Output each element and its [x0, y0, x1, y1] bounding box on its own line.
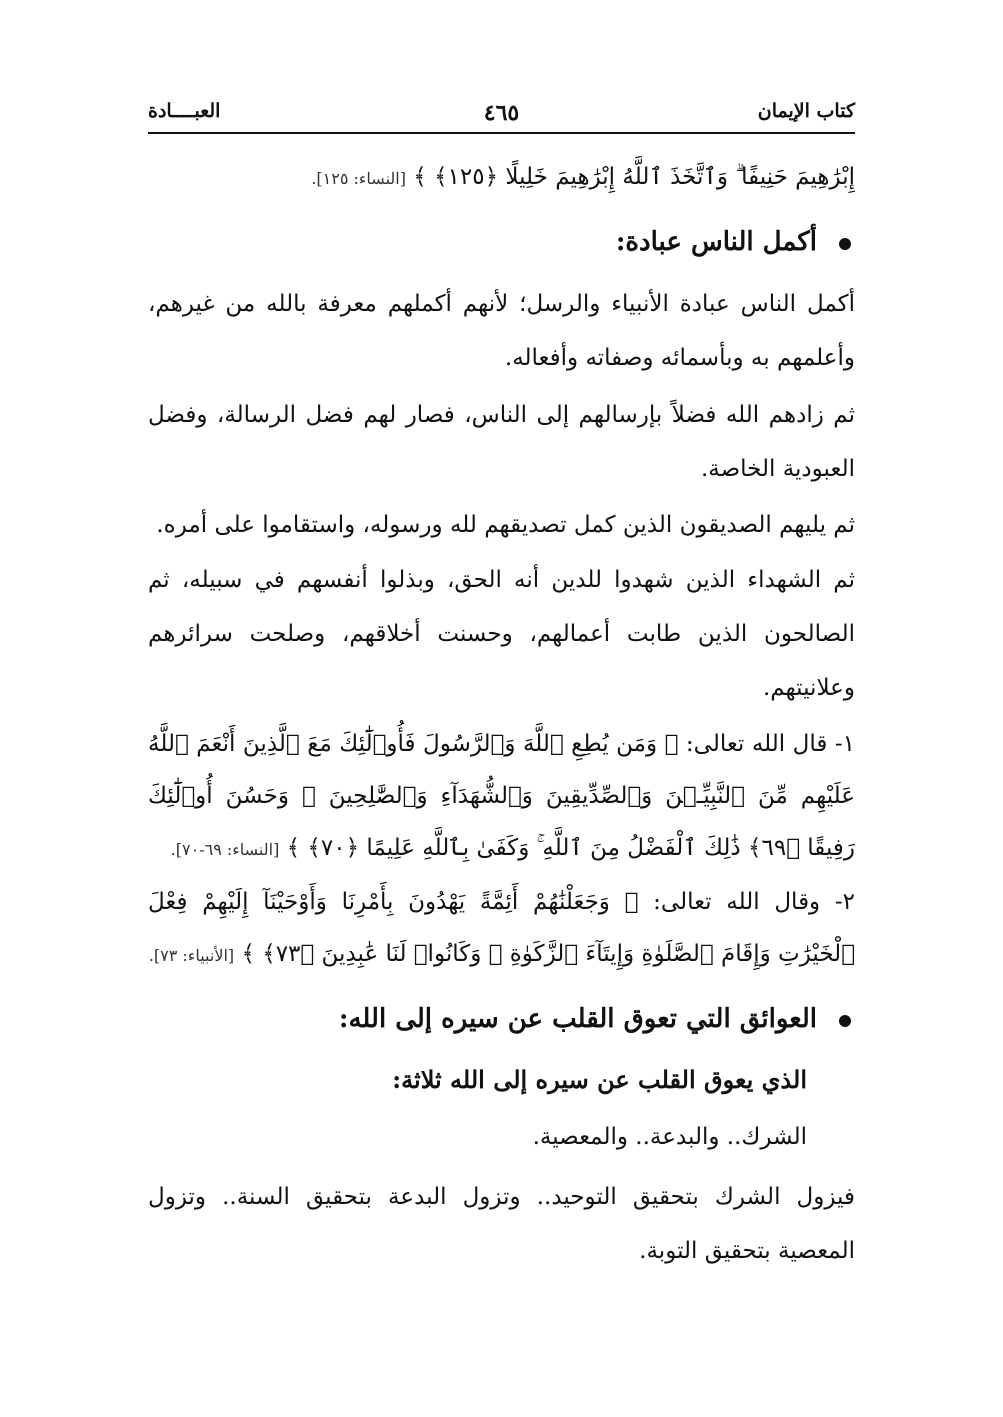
chapter-title: العبــــادة [148, 100, 221, 122]
obstacles-list [148, 1110, 855, 1164]
verse-reference: [النساء: ١٢٥]. [311, 169, 406, 188]
bullet-icon [839, 1015, 851, 1027]
paragraph-text: فيزول الشرك بتحقيق التوحيد.. وتزول البدعة بتحقيق السنة.. وتزول المعصية بتحقيق التوبة. [148, 1184, 855, 1264]
paragraph-text: ثم زادهم الله فضلاً بإرسالهم إلى الناس، فصار لهم فضل الرسالة، وفضل العبودية الخاصة. [148, 402, 855, 482]
obstacles-text: الشرك.. والبدعة.. والمعصية. [532, 1124, 807, 1150]
page-number: ٤٦٥ [483, 100, 520, 126]
item-intro: قال الله تعالى: [685, 731, 828, 757]
quran-verse: ﴿ وَمَن يُطِعِ ٱللَّهَ وَٱلرَّسُولَ فَأُو۟لَٰٓئِكَ مَعَ ٱلَّذِينَ أَنْعَمَ ٱللَّهُ عَلَيْهِم مِّنَ ٱلنَّبِيِّـۧنَ وَٱلصِّدِّيقِينَ وَٱلشُّهَدَآءِ وَٱلصَّٰلِحِينَ ۚ وَحَسُنَ أُو۟لَٰٓئِكَ رَفِيقًا ﴿٦٩﴾ ذَٰلِكَ ٱلْفَضْلُ مِنَ ٱللَّهِ ۚ وَكَفَىٰ بِٱللَّهِ عَلِيمًا ﴿٧٠﴾ ﴾ [148, 731, 855, 861]
quran-verse: إِبْرَٰهِيمَ حَنِيفًا ۗ وَٱتَّخَذَ ٱللَّهُ إِبْرَٰهِيمَ خَلِيلًا ﴿١٢٥﴾ ﴾ [413, 164, 855, 190]
verse-top [148, 150, 855, 206]
book-title: كتاب الإيمان [757, 100, 855, 122]
header-rule [148, 132, 855, 134]
verse-reference: [الأنبياء: ٧٣]. [148, 946, 235, 965]
section-heading [148, 215, 855, 270]
paragraph-text: أكمل الناس عبادة الأنبياء والرسل؛ لأنهم أكملهم معرفة بالله من غيرهم، وأعلمهم به وبأسمائه وصفاته وأفعاله. [148, 291, 855, 371]
list-item-1 [148, 718, 855, 876]
paragraph-4 [148, 553, 855, 715]
heading-text: العوائق التي تعوق القلب عن سيره إلى الله: [338, 1004, 817, 1034]
paragraph-2 [148, 388, 855, 496]
paragraph-text: ثم يليهم الصديقون الذين كمل تصديقهم لله ورسوله، واستقاموا على أمره. [156, 512, 855, 538]
section-heading-2 [148, 992, 855, 1047]
page-header [148, 98, 855, 134]
sub-heading-text: الذي يعوق القلب عن سيره إلى الله ثلاثة: [392, 1065, 807, 1094]
list-item-2 [148, 876, 855, 982]
verse-reference: [النساء: ٦٩-٧٠]. [170, 840, 280, 859]
item-number: ٢- [834, 889, 856, 915]
paragraph-3 [148, 498, 855, 552]
item-intro: وقال الله تعالى: [653, 889, 821, 915]
paragraph-text: ثم الشهداء الذين شهدوا للدين أنه الحق، وبذلوا أنفسهم في سبيله، ثم الصالحون الذين طابت أعمالهم، وحسنت أخلاقهم، وصلحت سرائرهم وعلانيتهم. [148, 567, 855, 701]
paragraph-1 [148, 277, 855, 385]
item-number: ١- [834, 731, 856, 757]
final-paragraph [148, 1170, 855, 1278]
bullet-icon [839, 238, 851, 250]
quran-verse: ﴿ وَجَعَلْنَٰهُمْ أَئِمَّةً يَهْدُونَ بِأَمْرِنَا وَأَوْحَيْنَآ إِلَيْهِمْ فِعْلَ ٱلْخَيْرَٰتِ وَإِقَامَ ٱلصَّلَوٰةِ وَإِيتَآءَ ٱلزَّكَوٰةِ ۖ وَكَانُوا۟ لَنَا عَٰبِدِينَ ﴿٧٣﴾ ﴾ [148, 889, 855, 967]
heading-text: أكمل الناس عبادة: [615, 227, 817, 257]
sub-heading [148, 1053, 855, 1108]
